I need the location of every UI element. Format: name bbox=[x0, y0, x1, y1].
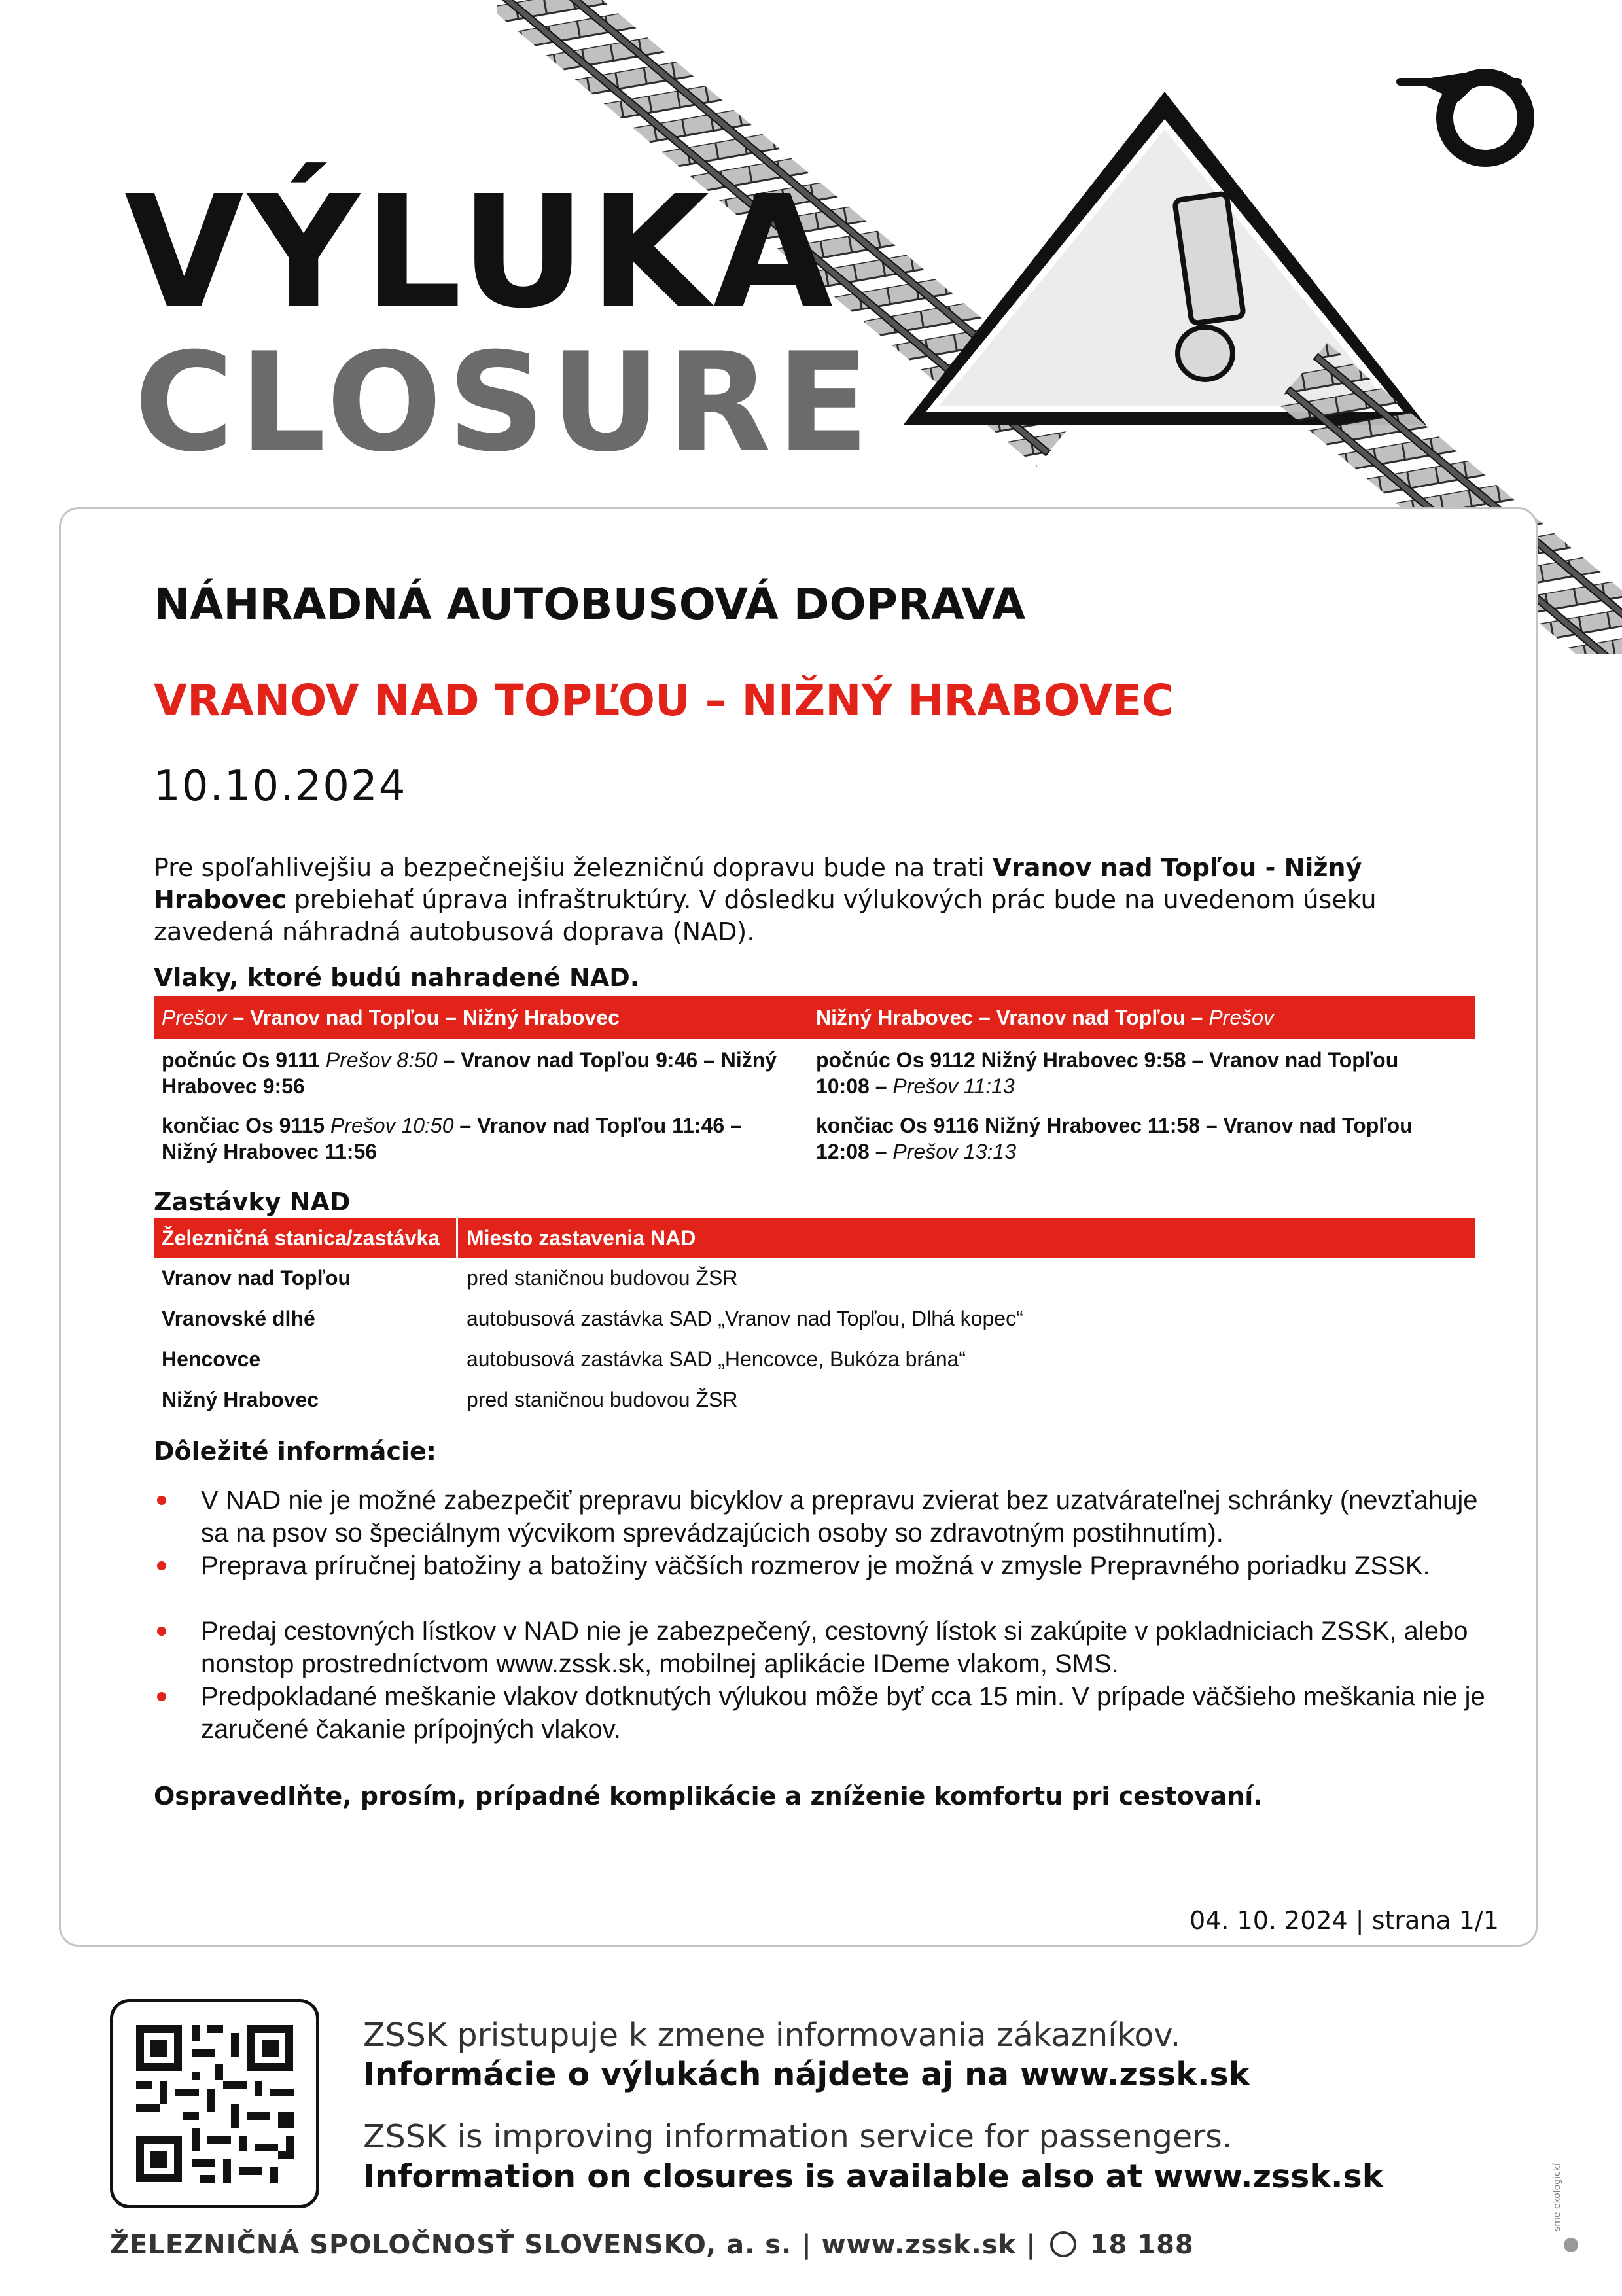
info-section-title: Dôležité informácie: bbox=[154, 1437, 436, 1466]
train-cell: končiac Os 9116 Nižný Hrabovec 11:58 – Vranov nad Topľou 12:08 – Prešov 13:13 bbox=[816, 1114, 1413, 1163]
company-phone[interactable]: 18 188 bbox=[1089, 2230, 1194, 2260]
title-sk: VÝLUKA bbox=[124, 162, 837, 342]
list-item: Predaj cestovných lístkov v NAD nie je zabezpečený, cestovný lístok si zakúpite v pokladniciach ZSSK, alebo nonstop prostredníctvom www.zssk.sk, mobilnej aplikácie IDeme vlakom, SMS. bbox=[154, 1615, 1489, 1680]
notice-heading: NÁHRADNÁ AUTOBUSOVÁ DOPRAVA bbox=[154, 579, 1026, 629]
intro-text-a: Pre spoľahlivejšiu a bezpečnejšiu železničnú dopravu bude na trati bbox=[154, 853, 993, 882]
trains-table-header bbox=[154, 996, 1475, 1039]
stops-table-header bbox=[154, 1218, 1475, 1258]
qr-code[interactable] bbox=[110, 1999, 319, 2208]
bullet-icon bbox=[157, 1627, 166, 1636]
trains-col-left: Prešov – Vranov nad Topľou – Nižný Hrabovec bbox=[162, 1005, 620, 1029]
company-footer bbox=[110, 2230, 1194, 2260]
apology-text: Ospravedlňte, prosím, prípadné komplikácie a zníženie komfortu pri cestovaní. bbox=[154, 1782, 1263, 1810]
info-link-sk[interactable]: Informácie o výlukách nájdete aj na www.zssk.sk bbox=[363, 2056, 1250, 2093]
intro-text-b: prebiehať úprava infraštruktúry. V dôsledku výlukových prác bude na uvedenom úseku zavedená náhradná autobusová doprava (NAD). bbox=[154, 885, 1377, 946]
title-en: CLOSURE bbox=[134, 324, 875, 482]
info-link-en[interactable]: Information on closures is available also at www.zssk.sk bbox=[363, 2158, 1384, 2195]
list-item: Preprava príručnej batožiny a batožiny väčších rozmerov je možná v zmysle Prepravného poriadku ZSSK. bbox=[154, 1549, 1489, 1582]
list-item: Predpokladané meškanie vlakov dotknutých výlukou môže byť cca 15 min. V prípade väčšieho meškania nie je zaručené čakanie prípojných vlakov. bbox=[154, 1680, 1489, 1746]
stops-col-place: Miesto zastavenia NAD bbox=[467, 1226, 696, 1250]
trains-col-right: Nižný Hrabovec – Vranov nad Topľou – Prešov bbox=[816, 1005, 1274, 1029]
eco-label: sme ekologickí bbox=[1552, 2163, 1562, 2231]
trains-section-title: Vlaky, ktoré budú nahradené NAD. bbox=[154, 963, 640, 992]
zssk-logo bbox=[1387, 56, 1551, 167]
train-cell: počnúc Os 9111 Prešov 8:50 – Vranov nad Topľou 9:46 – Nižný Hrabovec 9:56 bbox=[162, 1048, 777, 1098]
table-row: Hencovce autobusová zastávka SAD „Hencovce, Bukóza brána“ bbox=[162, 1347, 966, 1371]
phone-icon bbox=[1050, 2231, 1076, 2257]
page-footer: 04. 10. 2024 | strana 1/1 bbox=[1190, 1906, 1499, 1935]
table-row: Vranov nad Topľou pred staničnou budovou ŽSR bbox=[162, 1265, 738, 1290]
bullet-icon bbox=[157, 1692, 166, 1701]
closure-date: 10.10.2024 bbox=[154, 762, 407, 811]
route-heading: VRANOV NAD TOPĽOU – NIŽNÝ HRABOVEC bbox=[154, 675, 1174, 726]
table-row: Vranovské dlhé autobusová zastávka SAD „Vranov nad Topľou, Dlhá kopec“ bbox=[162, 1306, 1023, 1330]
bullet-icon bbox=[157, 1561, 166, 1570]
stops-col-station: Železničná stanica/zastávka bbox=[162, 1226, 440, 1250]
stops-section-title: Zastávky NAD bbox=[154, 1188, 351, 1216]
info-line-en: ZSSK is improving information service for passengers. bbox=[363, 2118, 1233, 2155]
table-row: Nižný Hrabovec pred staničnou budovou ŽSR bbox=[162, 1387, 738, 1411]
intro-paragraph bbox=[154, 852, 1462, 948]
bullet-icon bbox=[157, 1496, 166, 1505]
list-item: V NAD nie je možné zabezpečiť prepravu bicyklov a prepravu zvierat bez uzatvárateľnej schránky (nevzťahuje sa na psov so špeciálnym výcvikom sprevádzajúcich osoby so zdravotným postihnutím). bbox=[154, 1484, 1489, 1549]
company-name: ŽELEZNIČNÁ SPOLOČNOSŤ SLOVENSKO, a. s. | www.zssk.sk | bbox=[110, 2230, 1036, 2260]
train-cell: počnúc Os 9112 Nižný Hrabovec 9:58 – Vranov nad Topľou 10:08 – Prešov 11:13 bbox=[816, 1048, 1399, 1098]
qr-code-icon bbox=[113, 2002, 316, 2205]
eco-icon bbox=[1564, 2238, 1578, 2252]
info-line-sk: ZSSK pristupuje k zmene informovania zákazníkov. bbox=[363, 2017, 1181, 2054]
train-cell: končiac Os 9115 Prešov 10:50 – Vranov nad Topľou 11:46 – Nižný Hrabovec 11:56 bbox=[162, 1114, 742, 1163]
column-divider bbox=[456, 1218, 458, 1258]
intro-route: Vranov nad Topľou - Nižný Hrabovec bbox=[154, 853, 1362, 914]
